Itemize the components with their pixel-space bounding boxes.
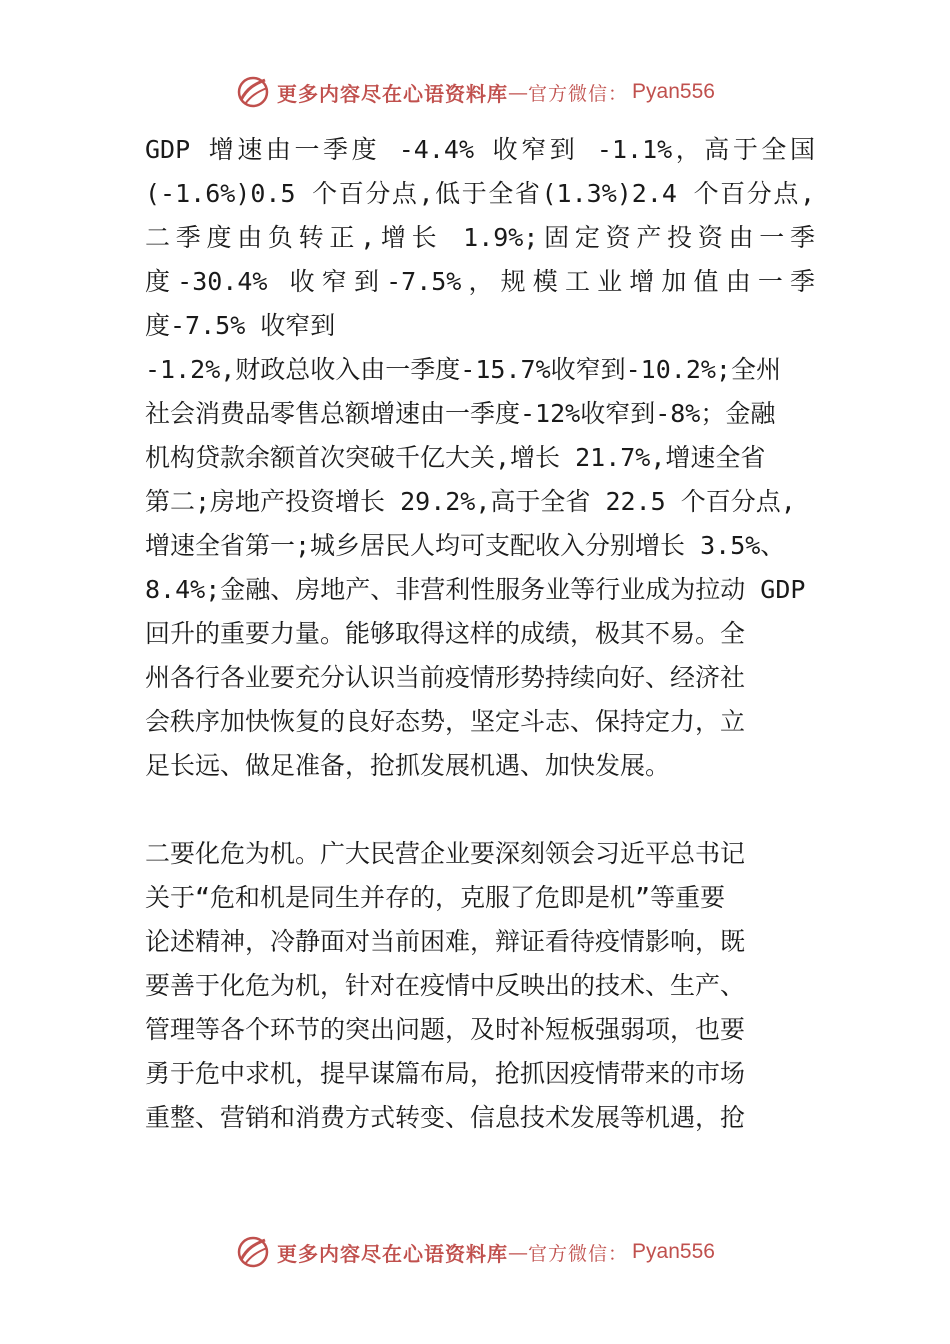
text-line: (-1.6%)0.5 个百分点,低于全省(1.3%)2.4 个百分点, [145,179,815,208]
footer-watermark [0,1230,950,1274]
watermark-brand: 更多内容尽在心语资料库 [277,81,509,106]
text-line: 管理等各个环节的突出问题，及时补短板强弱项，也要 [145,1015,746,1044]
paragraph-2 [145,832,815,1140]
text-line: 要善于化危为机，针对在疫情中反映出的技术、生产、 [145,971,746,1000]
brand-logo-icon [235,74,271,110]
text-line: 会秩序加快恢复的良好态势，坚定斗志、保持定力，立 [145,707,746,736]
watermark-wechat-id: Pyan556 [632,1240,715,1263]
watermark-wechat-label: 官方微信： [528,1242,629,1265]
text-line: 二要化危为机。广大民营企业要深刻领会习近平总书记 [145,839,746,868]
watermark-wechat-id: Pyan556 [632,80,715,103]
text-line: 二季度由负转正,增长 1.9%;固定资产投资由一季 [145,223,815,252]
text-line: 回升的重要力量。能够取得这样的成绩，极其不易。全 [145,619,746,648]
text-line: 度-30.4% 收窄到-7.5%，规模工业增加值由一季 [145,267,815,296]
text-line: 州各行各业要充分认识当前疫情形势持续向好、经济社 [145,663,746,692]
text-line: 度-7.5% 收窄到 [145,311,336,340]
paragraph-1 [145,128,815,788]
text-line: 社会消费品零售总额增速由一季度-12%收窄到-8%；金融 [145,399,776,428]
document-body [145,128,815,1140]
paragraph-gap [145,788,815,832]
text-line: 机构贷款余额首次突破千亿大关,增长 21.7%,增速全省 [145,443,766,472]
text-line: 增速全省第一;城乡居民人均可支配收入分别增长 3.5%、 [145,531,786,560]
watermark-wechat-label: 官方微信： [528,82,629,105]
watermark-dash: — [508,1240,529,1264]
watermark-dash: — [508,80,529,104]
text-line: 重整、营销和消费方式转变、信息技术发展等机遇，抢 [145,1103,746,1132]
text-line: -1.2%,财政总收入由一季度-15.7%收窄到-10.2%;全州 [145,355,781,384]
text-line: 8.4%;金融、房地产、非营利性服务业等行业成为拉动 GDP [145,575,806,604]
header-watermark [0,70,950,114]
text-line: 足长远、做足准备，抢抓发展机遇、加快发展。 [145,751,671,780]
watermark-brand: 更多内容尽在心语资料库 [277,1241,509,1266]
text-line: 勇于危中求机，提早谋篇布局，抢抓因疫情带来的市场 [145,1059,746,1088]
text-line: 论述精神，冷静面对当前困难，辩证看待疫情影响，既 [145,927,746,956]
text-line: 第二;房地产投资增长 29.2%,高于全省 22.5 个百分点, [145,487,796,516]
text-line: GDP 增速由一季度 -4.4% 收窄到 -1.1%，高于全国 [145,135,815,164]
text-line: 关于“危和机是同生并存的，克服了危即是机”等重要 [145,883,726,912]
brand-logo-icon [235,1234,271,1270]
